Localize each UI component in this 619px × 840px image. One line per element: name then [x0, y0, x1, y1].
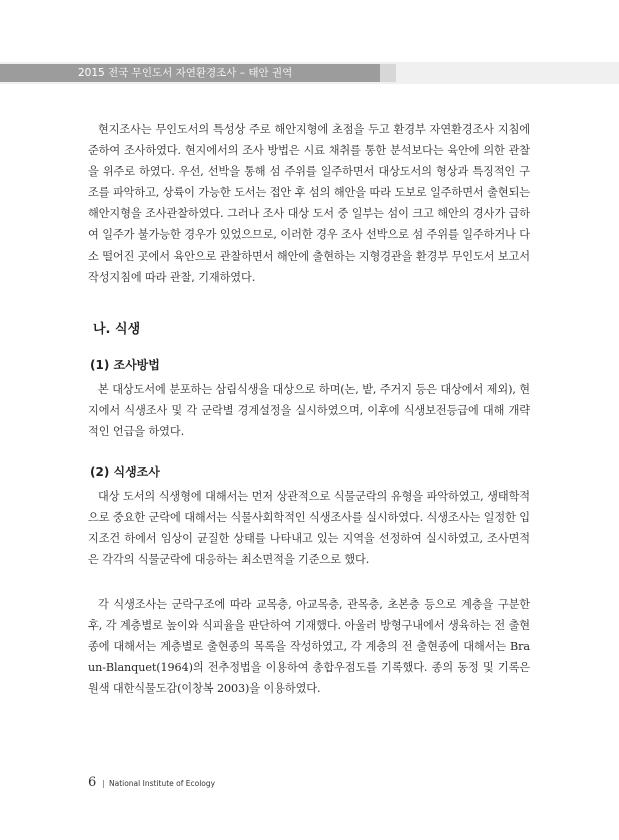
subsection-heading-vegetation-survey: (2) 식생조사: [90, 465, 160, 479]
page-footer: [88, 771, 215, 790]
paragraph-vegetation-survey-2: 각 식생조사는 군락구조에 따라 교목층, 아교목층, 관목층, 초본층 등으로 계층을 구분한 후, 각 계층별로 높이와 식피율을 판단하여 기재했다. 아울러 방형구내에서 생육하는 전 출현종에 대해서는 계층별로 출현종의 목록을 작성하였고, 각 계층의 전 출현종에 대해서는 Braun-Blanquet(1964)의 전추정법을 이용하여 총합우점도를 기록했다. 종의 동정 및 기록은 원색 대한식물도감(이창복 2003)을 이용하였다.: [88, 598, 530, 696]
paragraph-survey-method: 본 대상도서에 분포하는 삼림식생을 대상으로 하며(논, 밭, 주거지 등은 대상에서 제외), 현지에서 식생조사 및 각 군락별 경계설정을 실시하였으며, 이후에 식생보전등급에 대해 개략적인 언급을 하였다.: [88, 383, 530, 439]
paragraph-vegetation-survey-1: 대상 도서의 식생형에 대해서는 먼저 상관적으로 식물군락의 유형을 파악하였고, 생태학적으로 중요한 군락에 대해서는 식물사회학적인 식생조사를 실시하였다. 식생조사는 일정한 입지조건 하에서 임상이 균질한 상태를 나타내고 있는 지역을 선정하여 실시하였고, 조사면적은 각각의 식물군락에 대응하는 최소면적을 기준으로 했다.: [88, 490, 530, 567]
page-number: 6: [88, 775, 97, 790]
paragraph-terrain-survey: 현지조사는 무인도서의 특성상 주로 해안지형에 초점을 두고 환경부 자연환경조사 지침에 준하여 조사하였다. 현지에서의 조사 방법은 시료 채취를 통한 분석보다는 육안에 의한 관찰을 위주로 하였다. 우선, 선박을 통해 섬 주위를 일주하면서 대상도서의 형상과 특징적인 구조를 파악하고, 상륙이 가능한 도서는 접안 후 섬의 해안을 따라 도보로 일주하면서 출현되는 해안지형을 조사관찰하였다. 그러나 조사 대상 도서 중 일부는 섬이 크고 해안의 경사가 급하여 일주가 불가능한 경우가 있었으므로, 이러한 경우 조사 선박으로 섬 주위를 일주하거나 다소 떨어진 곳에서 육안으로 관찰하면서 해안에 출현하는 지형경관을 환경부 무인도서 보고서 작성지침에 따라 관찰, 기재하였다.: [88, 123, 530, 284]
header-accent-tab: [380, 64, 396, 82]
section-heading-vegetation: 나. 식생: [93, 322, 141, 337]
subsection-heading-method: (1) 조사방법: [90, 358, 160, 372]
footer-organization: National Institute of Ecology: [108, 779, 216, 788]
footer-separator: |: [102, 779, 105, 788]
running-header: 2015 전국 무인도서 자연환경조사 – 태안 권역: [0, 64, 388, 82]
